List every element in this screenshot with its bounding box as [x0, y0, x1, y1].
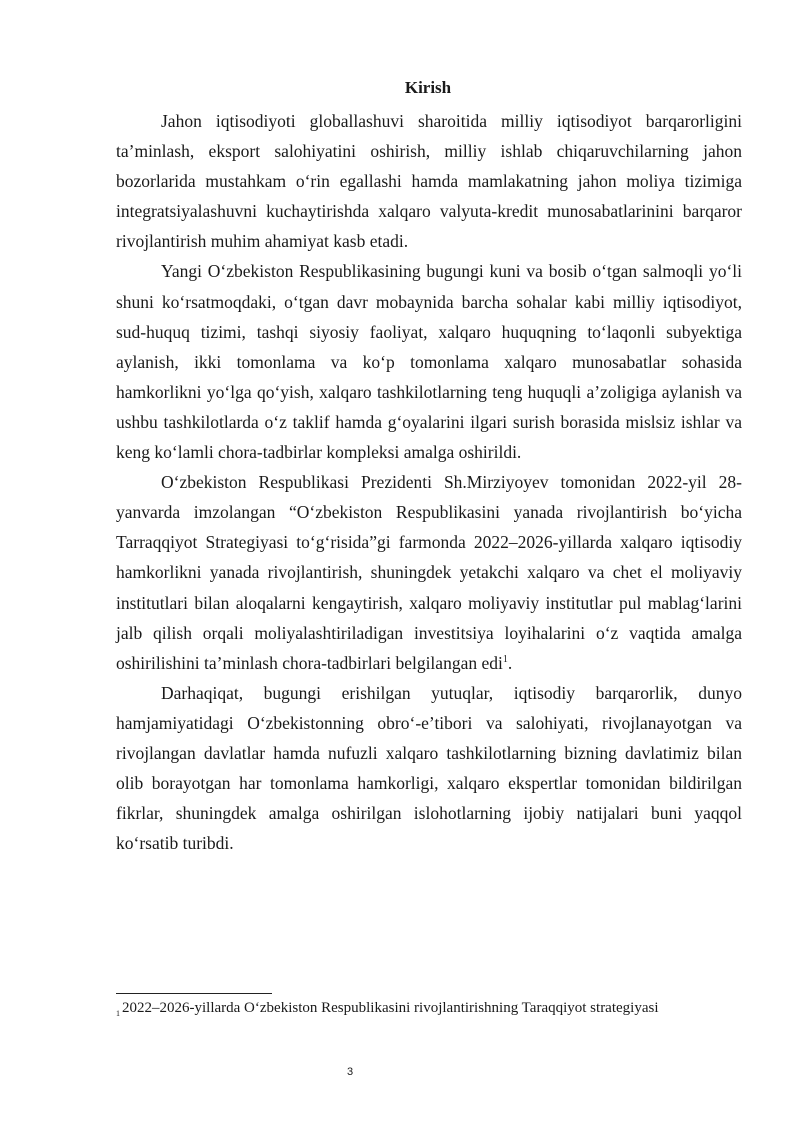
paragraph-1: Jahon iqtisodiyoti globallashuvi sharoitida milliy iqtisodiyot barqarorligini ta’minlash, eksport salohiyatini oshirish, milliy ishlab chiqaruvchilarning jahon bozorlarida mustahkam o‘rin egallashi hamda mamlakatning jahon moliya tizimiga integratsiyalashuvni kuchaytirishda xalqaro valyuta-kredit munosabatlarinini barqaror rivojlantirish muhim ahamiyat kasb etadi.: [116, 111, 742, 252]
footnote-separator: [116, 993, 272, 994]
paragraph-2: Yangi O‘zbekiston Respublikasining bugungi kuni va bosib o‘tgan salmoqli yo‘li shuni ko‘rsatmoqdaki, o‘tgan davr mobaynida barcha sohalar kabi milliy iqtisodiyot, sud-huquq tizimi, tashqi siyosiy faoliyat, xalqaro huquqning to‘laqonli subyektiga aylanish, ikki tomonlama va ko‘p tomonlama xalqaro munosabatlar sohasida hamkorlikni yo‘lga qo‘yish, xalqaro tashkilotlarning teng huquqli a’zoligiga aylanish va ushbu tashkilotlarda o‘z taklif hamda g‘oyalarini ilgari surish borasida mislsiz ishlar va keng ko‘lamli chora-tadbirlar kompleksi amalga oshirildi.: [116, 261, 742, 463]
paragraph-3-text: O‘zbekiston Respublikasi Prezidenti Sh.Mirziyoyev tomonidan 2022-yil 28-yanvarda imzolangan “O‘zbekiston Respublikasini yanada rivojlantirish bo‘yicha Tarraqqiyot Strategiyasi to‘g‘risida”gi farmonda 2022–2026-yillarda xalqaro iqtisodiy hamkorlikni yanada rivojlantirish, shuningdek yetakchi xalqaro va chet el moliyaviy institutlari bilan aloqalarni kengaytirish, xalqaro moliyaviy institutlar pul mablag‘larini jalb qilish orqali moliyalashtiriladigan investitsiya loyihalarini o‘z vaqtida amalga oshirilishini ta’minlash chora-tadbirlari belgilangan edi: [116, 472, 742, 673]
page-number: 3: [346, 1066, 354, 1078]
paragraph-4: Darhaqiqat, bugungi erishilgan yutuqlar, iqtisodiy barqarorlik, dunyo hamjamiyatidagi O‘zbekistonning obro‘-e’tibori va salohiyati, rivojlanayotgan va rivojlangan davlatlar hamda nufuzli xalqaro tashkilotlarning bizning davlatimiz bilan olib borayotgan har tomonlama hamkorligi, xalqaro ekspertlar tomonidan bildirilgan fikrlar, shuningdek amalga oshirilgan islohotlarning ijobiy natijalari buni yaqqol ko‘rsatib turibdi.: [116, 682, 742, 854]
footnote: [116, 998, 742, 1019]
footnote-mark: 1: [116, 1009, 120, 1018]
paragraph-3-end: .: [507, 652, 513, 673]
section-heading: Kirish: [404, 78, 452, 97]
footnote-reference[interactable]: 1: [502, 653, 508, 665]
body-text: [116, 106, 742, 858]
paragraph-3: [116, 467, 742, 678]
footnote-text: 2022–2026-yillarda O‘zbekiston Respublikasini rivojlantirishning Taraqqiyot strategiyasi: [122, 1000, 659, 1016]
